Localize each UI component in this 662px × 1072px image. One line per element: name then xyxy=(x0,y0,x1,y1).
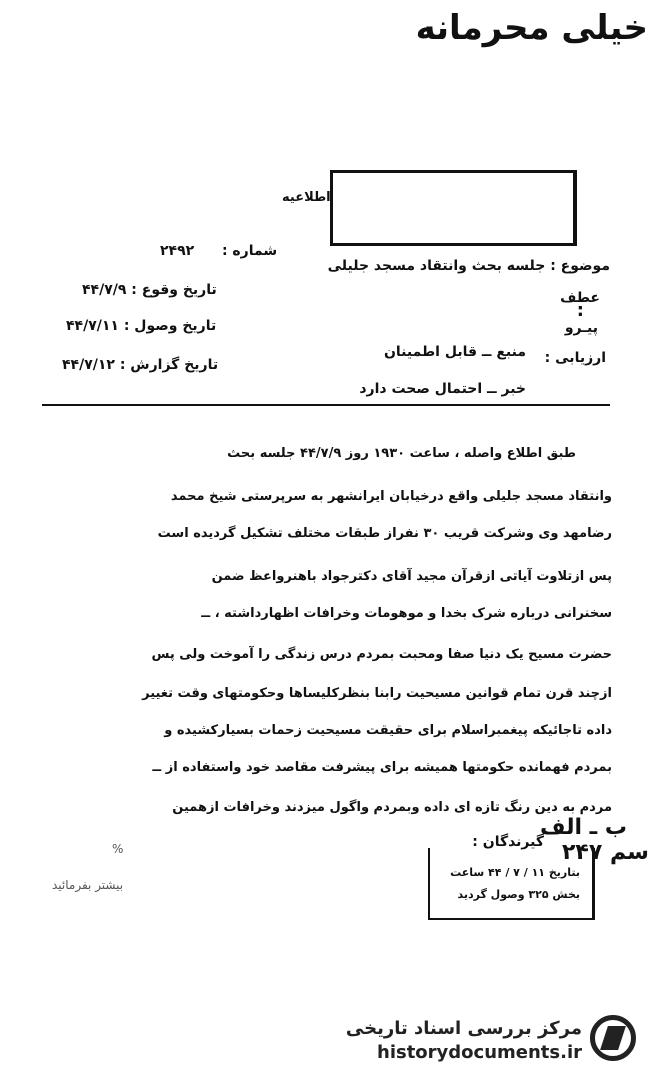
handwritten-prefix: سم xyxy=(609,840,649,865)
receipt-date-value: ۴۴/۷/۱۱ xyxy=(66,318,119,334)
evaluation-source: منبع ــ قابل اطمینان xyxy=(383,344,526,360)
body-line: بمردم فهمانده حکومتها همیشه برای پیشرفت مقاصد خود واستفاده از ــ xyxy=(152,760,612,775)
body-line: حضرت مسیح یک دنیا صفا ومحبت بمردم درس زندگی را آموخت ولی پس xyxy=(151,647,612,662)
subject-row xyxy=(328,258,610,274)
body-line: سخنرانی درباره شرک بخدا و موهومات وخرافات اظهارداشته ، ــ xyxy=(201,606,612,621)
event-date-row xyxy=(82,282,217,298)
body-line: مردم به دین رنگ تازه ای داده وبمردم واگول میزدند وخرافات ازهمین xyxy=(172,800,612,815)
number-value: ۲۴۹۲ xyxy=(160,243,195,259)
receipt-date-row xyxy=(66,318,216,334)
subject-label: موضوع : xyxy=(550,258,610,274)
receipt-stamp-line: بتاریخ ۱۱ / ۷ / ۴۴ ساعت xyxy=(450,866,580,879)
atf-label: عطف xyxy=(560,290,600,306)
faint-scribble: بیشتر بفرمائید xyxy=(52,878,124,892)
body-line: وانتقاد مسجد جلیلی واقع درخیابان ایرانشهر به سرپرستی شیخ محمد xyxy=(170,489,612,504)
footer-title: مرکز بررسی اسناد تاریخی xyxy=(345,1018,582,1039)
receipt-date-label: تاریخ وصول : xyxy=(123,318,217,334)
number-label: شماره : xyxy=(221,243,278,259)
receipt-stamp-line: بخش ۳۲۵ وصول گردید xyxy=(457,888,580,901)
event-date-label: تاریخ وقوع : xyxy=(131,282,217,298)
handwritten-note: ب ـ الف xyxy=(540,815,627,840)
handwritten-value: ۲۴۷ xyxy=(562,840,603,865)
body-line: ازچند قرن تمام قوانین مسیحیت رابنا بنظرکلیساها وحکومتهای وقت تغییر xyxy=(142,686,612,701)
receivers-label: گیرندگان : xyxy=(472,834,544,850)
body-line: داده تاجائیکه پیغمبراسلام برای حقیقت مسیحیت زحمات بسیارکشیده و xyxy=(164,723,612,738)
classification-stamp-box xyxy=(330,170,577,246)
peyro-label: پیـرو xyxy=(564,320,598,336)
notice-label: اطلاعیه xyxy=(282,190,331,205)
evaluation-news: خبر ــ احتمال صحت دارد xyxy=(359,381,526,397)
body-line: رضامهد وی وشرکت قریب ۳۰ نفراز طبقات مختلف تشکیل گردیده است xyxy=(157,526,612,541)
footer-url[interactable]: historydocuments.ir xyxy=(377,1042,582,1063)
receipt-stamp-box xyxy=(428,848,595,920)
header-divider xyxy=(42,404,610,406)
number-row xyxy=(160,243,277,259)
report-date-label: تاریخ گزارش : xyxy=(119,357,219,373)
event-date-value: ۴۴/۷/۹ xyxy=(82,282,127,298)
faint-percent-mark: % xyxy=(112,842,125,856)
atf-colon: : xyxy=(576,300,584,321)
body-line: پس ازتلاوت آیاتی ازقرآن مجید آقای دکترجواد باهنرواعظ ضمن xyxy=(211,569,612,584)
body-line: طبق اطلاع واصله ، ساعت ۱۹۳۰ روز ۴۴/۷/۹ جلسه بحث xyxy=(227,446,576,461)
report-date-row xyxy=(62,357,218,373)
report-date-value: ۴۴/۷/۱۲ xyxy=(62,357,115,373)
evaluation-label: ارزیابی : xyxy=(544,350,606,366)
classification-stamp: خیلی محرمانه xyxy=(415,8,648,48)
subject-value: جلسه بحث وانتقاد مسجد جلیلی xyxy=(327,258,546,274)
